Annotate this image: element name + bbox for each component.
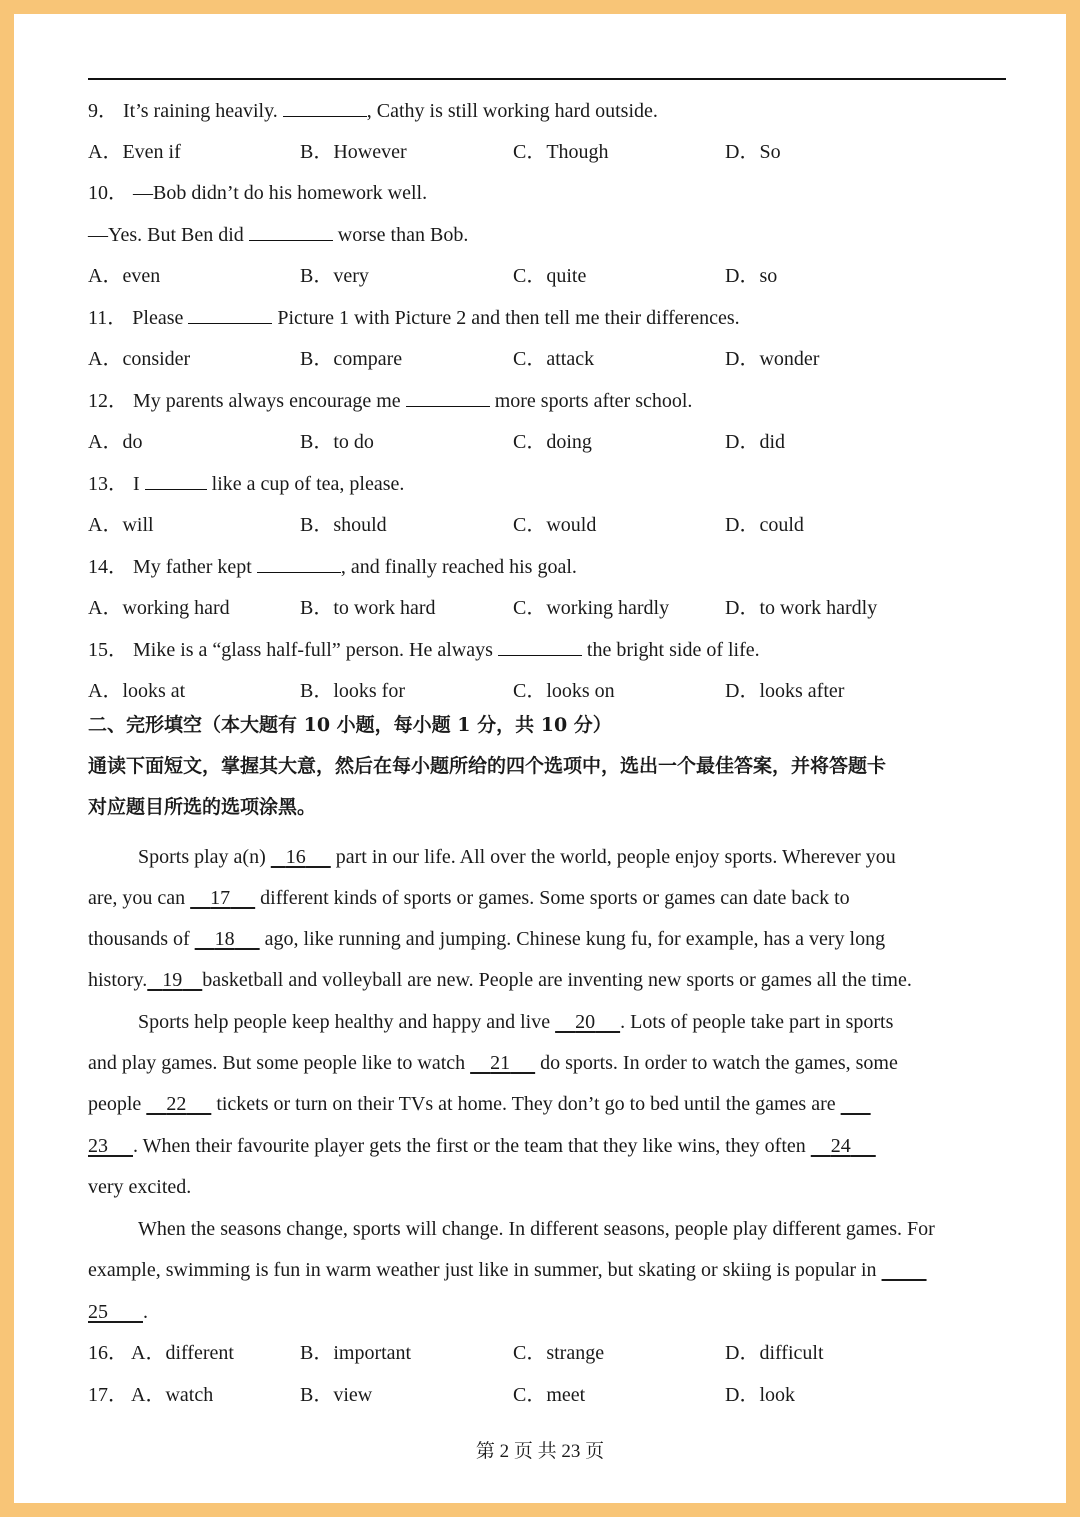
option-b: B．However [300,141,407,163]
option-a: A．consider [88,348,191,370]
passage-text: history. [88,969,148,991]
question-10 [88,179,427,207]
answer-blank [257,552,341,573]
question-stem: like a cup of tea, please. [211,473,405,495]
option-b: B．very [300,265,369,287]
blank-22 [146,1093,211,1115]
section-instructions-line2: 对应题目所选的选项涂黑。 [88,796,317,818]
question-stem: more sports after school. [494,390,693,412]
passage-text: Sports help people keep healthy and happy and live [138,1011,551,1033]
blank-number: 18 [214,928,235,950]
option-b: B．should [300,514,387,536]
option-d: D．could [725,514,804,536]
blank-20 [555,1011,620,1033]
blank-23 [88,1135,133,1157]
blank-number: 20 [575,1011,596,1033]
passage-text: ago, like running and jumping. Chinese kung fu, for example, has a very long [264,928,886,950]
option-b: B．looks for [300,680,405,702]
answer-blank [188,303,272,324]
question-stem: worse than Bob. [337,224,469,246]
option-c: C．doing [513,431,592,453]
blank-21 [470,1052,535,1074]
question-number: 16． [88,1342,128,1364]
blank-number: 23 [88,1135,108,1157]
option-c: C．strange [513,1342,605,1364]
passage-text: and play games. But some people like to watch [88,1052,466,1074]
option-d: D．looks after [725,680,845,702]
passage-text: people [88,1093,142,1115]
passage-line [88,884,850,912]
option-a: A．even [88,265,161,287]
question-14 [88,552,577,581]
page-footer: 第 2 页 共 23 页 [475,1441,605,1462]
option-a: A．different [131,1342,234,1364]
option-a: A．will [88,514,154,536]
passage-text: . [143,1301,148,1323]
passage-line [88,1298,148,1326]
question-number: 17． [88,1384,128,1406]
question-number: 10． [88,182,128,204]
question-stem: the bright side of life. [586,639,760,661]
option-d: D．look [725,1384,795,1406]
passage-line [88,925,885,953]
blank-23-start [841,1093,871,1115]
question-number: 14． [88,556,128,578]
question-number: 13． [88,473,128,495]
option-b: B．important [300,1342,412,1364]
question-number: 11． [88,307,128,329]
blank-16 [271,846,331,868]
question-stem: Please [132,307,184,329]
option-c: C．quite [513,265,587,287]
option-c: C．Though [513,141,609,163]
header-rule [88,78,1006,80]
blank-19 [147,969,202,991]
question-stem: My parents always encourage me [133,390,401,412]
passage-line [138,843,896,871]
option-c: C．working hardly [513,597,670,619]
exam-page [14,14,1066,1503]
blank-18 [195,928,260,950]
answer-blank [406,386,490,407]
option-b: B．to do [300,431,374,453]
answer-blank [249,220,333,241]
option-d: D．to work hardly [725,597,878,619]
question-stem: , and finally reached his goal. [340,556,577,578]
option-c: C．would [513,514,597,536]
section-title: 二、完形填空（本大题有 10 小题，每小题 1 分，共 10 分） [88,714,612,736]
option-c: C．looks on [513,680,615,702]
blank-number: 21 [490,1052,511,1074]
question-stem: My father kept [133,556,252,578]
answer-blank [498,635,582,656]
passage-text: different kinds of sports or games. Some sports or games can date back to [260,887,850,909]
passage-line [138,1008,893,1036]
answer-blank [283,96,367,117]
passage-line [88,1049,898,1077]
passage-line [88,1132,876,1160]
question-stem: Picture 1 with Picture 2 and then tell me their differences. [277,307,740,329]
question-stem: , Cathy is still working hard outside. [366,100,658,122]
question-stem: —Bob didn’t do his homework well. [133,182,428,204]
question-stem: It’s raining heavily. [123,100,278,122]
passage-text: are, you can [88,887,186,909]
option-d: D．so [725,265,778,287]
question-number: 12． [88,390,128,412]
question-stem: —Yes. But Ben did [88,224,244,246]
question-13 [88,469,404,498]
blank-number: 19 [162,969,183,991]
passage-text: thousands of [88,928,190,950]
passage-line [88,1090,871,1118]
question-12 [88,386,692,415]
option-d: D．So [725,141,781,163]
passage-text: . When their favourite player gets the first or the team that they like wins, they often [133,1135,806,1157]
passage-text: Sports play a(n) [138,846,266,868]
blank-25-start [882,1259,927,1281]
question-number: 15． [88,639,128,661]
blank-number: 25 [88,1301,108,1323]
option-d: D．difficult [725,1342,824,1364]
passage-text: part in our life. All over the world, people enjoy sports. Wherever you [335,846,896,868]
passage-text: basketball and volleyball are new. People are inventing new sports or games all the time. [202,969,912,991]
option-a: A．do [88,431,143,453]
option-d: D．wonder [725,348,820,370]
blank-24 [811,1135,876,1157]
passage-text: do sports. In order to watch the games, some [540,1052,898,1074]
option-a: A．working hard [88,597,230,619]
blank-number: 24 [830,1135,851,1157]
question-stem: Mike is a “glass half-full” person. He always [133,639,493,661]
passage-line [88,1256,927,1284]
blank-number: 22 [166,1093,187,1115]
option-a: A．watch [131,1384,214,1406]
section-instructions-line1: 通读下面短文，掌握其大意，然后在每小题所给的四个选项中，选出一个最佳答案，并将答题卡 [88,755,887,777]
passage-text: . Lots of people take part in sports [620,1011,894,1033]
option-c: C．attack [513,348,595,370]
blank-number: 17 [210,887,231,909]
passage-text: tickets or turn on their TVs at home. They don’t go to bed until the games are [216,1093,836,1115]
blank-25 [88,1301,143,1323]
passage-line: very excited. [88,1176,192,1198]
passage-line [88,966,912,994]
question-9 [88,96,658,125]
option-a: A．Even if [88,141,181,163]
question-15 [88,635,760,664]
option-a: A．looks at [88,680,186,702]
blank-17 [190,887,255,909]
passage-text: example, swimming is fun in warm weather just like in summer, but skating or skiing is popular in [88,1259,877,1281]
question-stem: I [133,473,140,495]
question-11 [88,303,740,332]
option-c: C．meet [513,1384,586,1406]
option-b: B．compare [300,348,403,370]
option-b: B．view [300,1384,373,1406]
question-number: 9． [88,100,118,122]
option-d: D．did [725,431,785,453]
blank-number: 16 [285,846,306,868]
option-b: B．to work hard [300,597,436,619]
passage-line: When the seasons change, sports will change. In different seasons, people play different games. For [138,1218,935,1240]
answer-blank [145,469,207,490]
question-10-line2 [88,220,468,249]
